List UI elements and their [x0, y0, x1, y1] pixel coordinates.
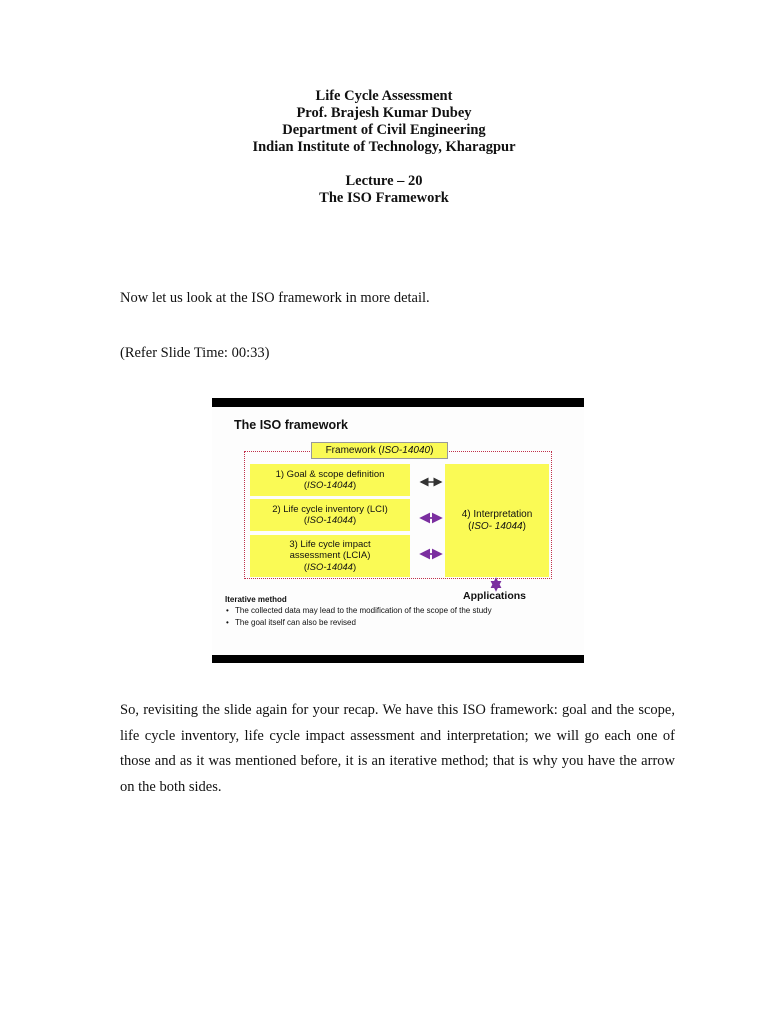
institute-name: Indian Institute of Technology, Kharagpur	[252, 139, 516, 155]
document-header	[0, 88, 768, 207]
framework-box: Framework (ISO-14040)	[311, 442, 448, 459]
iterative-method-title: Iterative method	[225, 595, 287, 604]
interpretation-iso: (ISO- 14044)	[468, 520, 526, 532]
lcia-label-2: assessment (LCIA)	[289, 550, 371, 562]
lci-iso: (ISO-14044)	[303, 515, 357, 526]
iterative-bullet-1: • The collected data may lead to the modification of the scope of the study	[235, 605, 492, 617]
interpretation-label: 4) Interpretation	[461, 509, 533, 520]
slide-image	[212, 398, 584, 663]
lcia-iso: (ISO-14044)	[303, 561, 357, 573]
course-title: Life Cycle Assessment	[315, 88, 453, 104]
department-name: Department of Civil Engineering	[282, 122, 486, 138]
slide-bottom-bar	[212, 655, 584, 663]
intro-paragraph: Now let us look at the ISO framework in more detail.	[120, 290, 430, 306]
lecture-title: The ISO Framework	[319, 190, 449, 206]
professor-name: Prof. Brajesh Kumar Dubey	[296, 105, 472, 121]
lecture-number: Lecture – 20	[345, 173, 423, 189]
applications-label: Applications	[463, 590, 527, 602]
lci-label: 2) Life cycle inventory (LCI)	[272, 503, 388, 515]
iterative-method-notes	[225, 595, 492, 628]
goal-scope-iso: (ISO-14044)	[303, 480, 357, 491]
framework-iso: ISO-14040	[381, 445, 431, 456]
recap-paragraph: So, revisiting the slide again for your recap. We have this ISO framework: goal and the scope, life cycle inventory, life cycle impact assessment and interpretation; we will go each one of those and as it was mentioned before, it is an iterative method; that is why you have the arrow on the both sides.	[120, 702, 675, 795]
iterative-bullet-2: • The goal itself can also be revised	[235, 617, 492, 629]
slide-reference: (Refer Slide Time: 00:33)	[120, 345, 270, 361]
goal-scope-label: 1) Goal & scope definition	[275, 468, 385, 480]
lcia-label-1: 3) Life cycle impact	[289, 538, 371, 550]
slide-title: The ISO framework	[234, 418, 348, 432]
